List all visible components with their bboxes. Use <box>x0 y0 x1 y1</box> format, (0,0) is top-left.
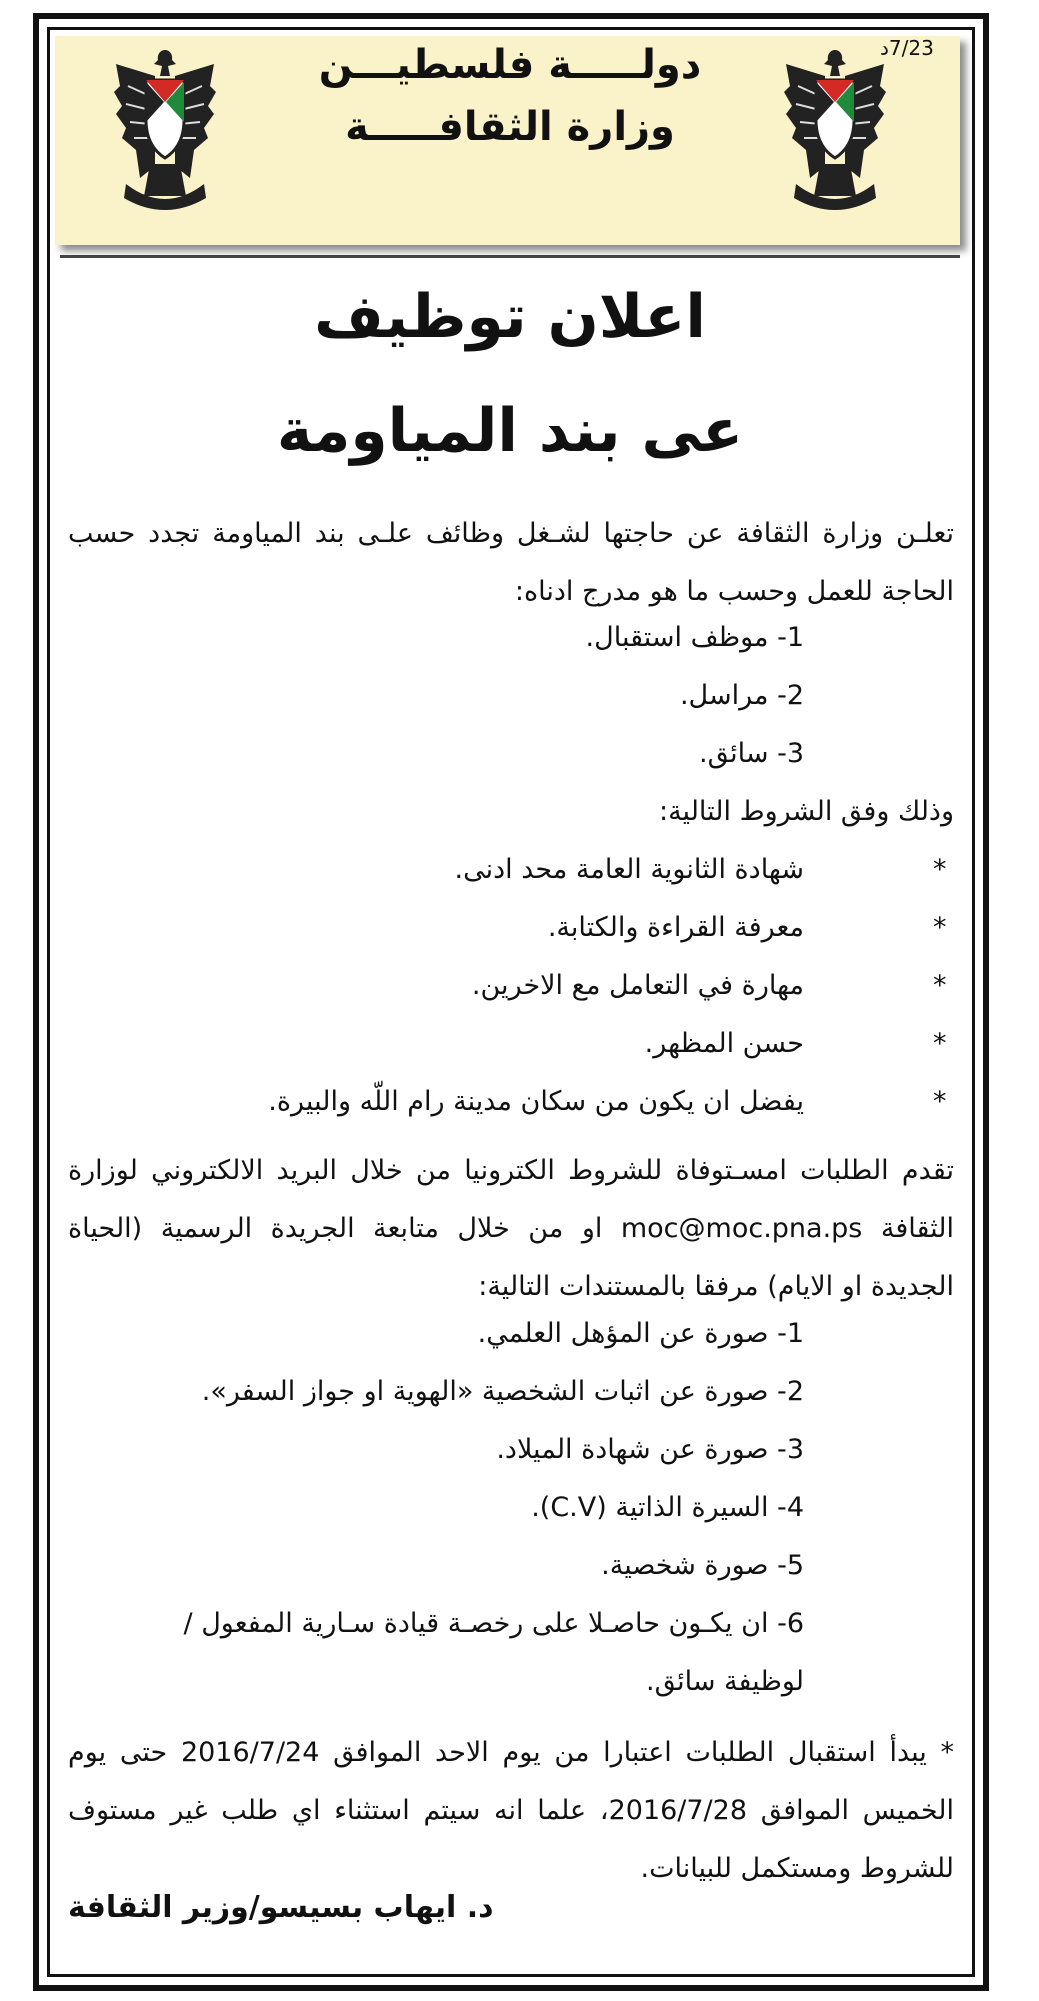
submission-paragraph: تقدم الطلبات امسـتوفاة للشروط الكترونيا من خلال البريد الالكتروني لوزارة الثقافة moc@moc.pna.ps او من خلال متابعة الجريدة الرسمية (الحياة الجديدة او الايام) مرفقا بالمستندات التالية: <box>68 1155 954 1302</box>
bullet-star: * <box>933 854 947 885</box>
position-item: 1- موظف استقبال. <box>585 622 804 653</box>
document-item-continued: لوظيفة سائق. <box>646 1666 804 1697</box>
reference-number: 7/23د <box>880 36 934 60</box>
signature-line: د. ايهاب بسيسو/وزير الثقافة <box>68 1890 494 1925</box>
bullet-star: * <box>933 1086 947 1117</box>
state-name: دولـــــة فلسطيـــن <box>318 42 702 88</box>
ministry-name: وزارة الثقافـــــة <box>345 104 675 150</box>
document-item: 4- السيرة الذاتية (C.V). <box>531 1492 804 1523</box>
intro-paragraph: تعلـن وزارة الثقافة عن حاجتها لشـغل وظائف علـى بند المياومة تجدد حسب الحاجة للعمل وحسب ما هو مدرج ادناه: <box>68 518 954 607</box>
ad-title: اعلان توظيف <box>314 282 706 352</box>
document-item: 3- صورة عن شهادة الميلاد. <box>496 1434 804 1465</box>
conditions-heading: وذلك وفق الشروط التالية: <box>658 796 954 827</box>
eagle-icon <box>784 50 886 210</box>
condition-item: شهادة الثانوية العامة محد ادنى. <box>454 854 804 885</box>
bullet-star: * <box>933 912 947 943</box>
bullet-star: * <box>933 970 947 1001</box>
document-item: 5- صورة شخصية. <box>601 1550 804 1581</box>
condition-item: يفضل ان يكون من سكان مدينة رام اللّه والبيرة. <box>268 1086 804 1117</box>
deadline-paragraph: * يبدأ استقبال الطلبات اعتبارا من يوم الاحد الموافق 2016/7/24 حتى يوم الخميس الموافق 2016/7/28، علما انه سيتم استثناء اي طلب غير مستوف للشروط ومستكمل للبيانات. <box>68 1737 955 1884</box>
document-item: 2- صورة عن اثبات الشخصية «الهوية او جواز السفر». <box>201 1376 804 1407</box>
eagle-icon <box>114 50 216 210</box>
palestine-emblem-icon <box>780 46 890 214</box>
condition-item: مهارة في التعامل مع الاخرين. <box>471 970 804 1001</box>
condition-item: معرفة القراءة والكتابة. <box>547 912 804 943</box>
bullet-star: * <box>933 1028 947 1059</box>
header-divider <box>60 255 960 258</box>
position-item: 2- مراسل. <box>679 680 804 711</box>
position-item: 3- سائق. <box>699 738 804 769</box>
document-item: 1- صورة عن المؤهل العلمي. <box>477 1318 804 1349</box>
document-item: 6- ان يكـون حاصـلا على رخصـة قيادة سـارية المفعول / <box>183 1608 804 1639</box>
palestine-emblem-icon <box>110 46 220 214</box>
condition-item: حسن المظهر. <box>644 1028 804 1059</box>
ad-subtitle: عى بند المياومة <box>276 396 744 466</box>
